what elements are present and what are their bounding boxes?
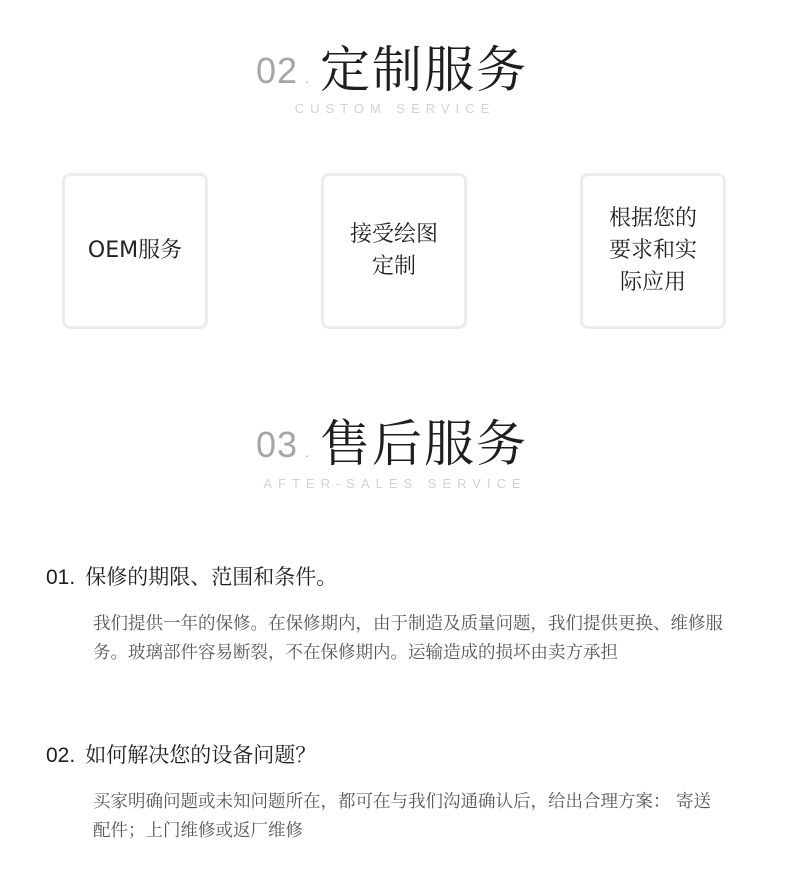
section-number: 02 <box>256 50 299 91</box>
section-subtitle: AFTER-SALES SERVICE <box>263 476 527 491</box>
section-dot: . <box>305 444 309 460</box>
service-card-label: 接受绘图定制 <box>349 222 438 279</box>
section-dot: . <box>305 70 309 86</box>
section-subtitle: CUSTOM SERVICE <box>294 101 496 116</box>
faq-question <box>46 561 337 591</box>
faq-answer: 买家明确问题或未知问题所在，都可在与我们沟通确认后，给出合理方案： 寄送配件；上门维修或返厂维修 <box>93 792 712 841</box>
faq-question <box>46 739 316 769</box>
faq-number: 02. <box>46 744 76 767</box>
section-title: 售后服务 <box>320 415 528 473</box>
service-card-label: 根据您的要求和实际应用 <box>608 206 697 295</box>
service-card-application <box>580 173 726 329</box>
faq-question-text: 如何解决您的设备问题？ <box>85 743 317 767</box>
service-card-label: OEM服务 <box>87 238 183 263</box>
section-title: 定制服务 <box>320 41 528 99</box>
faq-question-text: 保修的期限、范围和条件。 <box>85 565 338 589</box>
faq-answer: 我们提供一年的保修。在保修期内，由于制造及质量问题，我们提供更换、维修服务。玻璃部件容易断裂，不在保修期内。运输造成的损坏由卖方承担 <box>93 614 723 663</box>
section-number: 03 <box>256 424 299 465</box>
service-card-drawing <box>321 173 467 329</box>
service-card-oem <box>62 173 208 329</box>
faq-number: 01. <box>46 566 76 589</box>
